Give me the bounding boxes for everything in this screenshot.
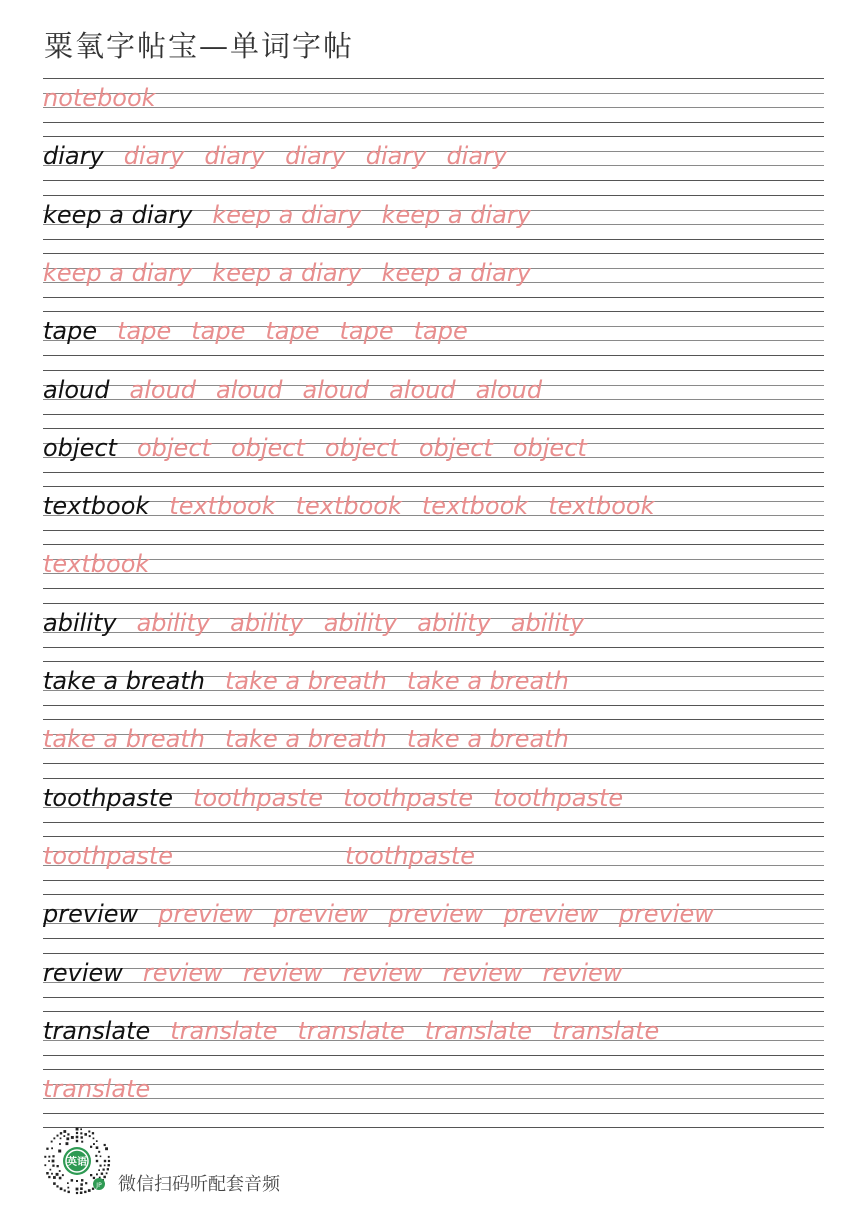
qr-dot — [53, 1182, 56, 1185]
trace-word: ability — [230, 608, 304, 637]
copybook-row — [43, 953, 824, 1011]
qr-dot — [59, 1143, 61, 1145]
trace-word: translate — [552, 1016, 660, 1045]
qr-dot — [107, 1168, 109, 1170]
top-rule-line — [43, 894, 824, 895]
copybook-row — [43, 486, 824, 544]
trace-word: tape — [339, 317, 394, 346]
trace-word: review — [242, 958, 323, 987]
copybook-row — [43, 1069, 824, 1127]
guide-rule-line — [43, 1084, 824, 1085]
trace-word: notebook — [43, 84, 156, 112]
guide-rule-line — [43, 1098, 824, 1099]
top-rule-line — [43, 953, 824, 954]
top-rule-line — [43, 78, 824, 79]
top-rule-line — [43, 486, 824, 487]
qr-dot — [104, 1144, 106, 1146]
trace-word: object — [324, 433, 399, 462]
copybook-row — [43, 894, 824, 952]
trace-word: preview — [273, 900, 369, 929]
baseline-rule-line — [43, 355, 824, 356]
model-word: translate — [43, 1016, 151, 1045]
qr-dot — [48, 1176, 50, 1178]
trace-word: translate — [43, 1075, 151, 1104]
qr-dot — [101, 1173, 103, 1175]
qr-dot — [92, 1188, 94, 1190]
baseline-rule-line — [43, 705, 824, 706]
qr-dot — [76, 1128, 79, 1131]
baseline-rule-line — [43, 997, 824, 998]
trace-word: translate — [297, 1016, 405, 1045]
trace-word: diary — [123, 142, 185, 171]
trace-word: tape — [413, 317, 468, 346]
guide-rule-line — [43, 573, 824, 574]
qr-dot — [80, 1132, 82, 1134]
qr-dot — [62, 1174, 64, 1176]
footer — [42, 1126, 442, 1206]
qr-dot — [53, 1176, 56, 1179]
baseline-rule-line — [43, 763, 824, 764]
trace-word: textbook — [295, 492, 402, 521]
trace-word: review — [442, 958, 523, 987]
qr-dot — [80, 1128, 82, 1130]
trace-word: diary — [285, 142, 346, 171]
qr-dot — [88, 1189, 91, 1192]
qr-dot — [44, 1164, 46, 1166]
trace-word: preview — [503, 900, 599, 929]
qr-dot — [76, 1140, 78, 1142]
trace-word: preview — [158, 900, 254, 929]
qr-dot — [106, 1172, 108, 1174]
qr-dot — [64, 1190, 66, 1192]
copybook-row — [43, 253, 824, 311]
trace-word: object — [230, 433, 305, 462]
model-word: ability — [43, 608, 117, 637]
qr-dot — [90, 1146, 92, 1148]
baseline-rule-line — [43, 1055, 824, 1056]
qr-dot — [68, 1191, 70, 1193]
top-rule-line — [43, 836, 824, 837]
qr-dot — [52, 1160, 55, 1163]
trace-word: ability — [136, 608, 211, 637]
trace-word: object — [136, 433, 211, 462]
qr-dot — [51, 1141, 53, 1143]
trace-word: aloud — [475, 375, 543, 404]
baseline-rule-line — [43, 472, 824, 473]
trace-word: aloud — [216, 375, 283, 404]
trace-word: tape — [117, 317, 172, 346]
trace-word: keep a diary — [43, 258, 193, 287]
qr-dot — [93, 1143, 95, 1145]
qr-dot — [85, 1182, 87, 1184]
copybook-row — [43, 428, 824, 486]
qr-dot — [96, 1160, 98, 1162]
qr-dot — [76, 1132, 78, 1134]
qr-dot — [105, 1147, 108, 1150]
baseline-rule-line — [43, 822, 824, 823]
qr-dot — [67, 1133, 69, 1135]
model-word: object — [43, 433, 117, 462]
qr-dot — [67, 1187, 69, 1189]
trace-word: diary — [204, 142, 266, 171]
qr-dot — [88, 1131, 90, 1133]
qr-dot — [103, 1176, 106, 1179]
trace-word: textbook — [548, 492, 655, 521]
trace-word: aloud — [302, 375, 370, 404]
top-rule-line — [43, 661, 824, 662]
qr-dot — [76, 1180, 78, 1182]
trace-word: aloud — [129, 375, 197, 404]
trace-word: review — [342, 958, 423, 987]
qr-dot — [60, 1187, 63, 1190]
trace-word: object — [418, 433, 493, 462]
qr-dot — [108, 1160, 110, 1162]
qr-dot — [57, 1165, 59, 1167]
qr-dot — [104, 1160, 106, 1162]
model-word: aloud — [43, 375, 110, 404]
qr-dot — [63, 1135, 65, 1137]
top-rule-line — [43, 1069, 824, 1070]
top-rule-line — [43, 136, 824, 137]
copybook-row — [43, 1011, 824, 1069]
qr-dot — [60, 1132, 62, 1134]
baseline-rule-line — [43, 122, 824, 123]
trace-word: preview — [388, 900, 484, 929]
top-rule-line — [43, 370, 824, 371]
baseline-rule-line — [43, 880, 824, 881]
qr-dot — [104, 1165, 106, 1167]
qr-dot — [81, 1136, 83, 1138]
top-rule-line — [43, 544, 824, 545]
trace-word: diary — [365, 142, 427, 171]
copybook-row — [43, 195, 824, 253]
top-rule-line — [43, 253, 824, 254]
trace-word: tape — [265, 317, 320, 346]
trace-word: preview — [618, 900, 714, 929]
trace-word: translate — [170, 1016, 278, 1045]
trace-word: diary — [446, 142, 508, 171]
copybook-row — [43, 78, 824, 136]
model-word: preview — [43, 900, 139, 929]
qr-dot — [93, 1177, 95, 1179]
model-word: review — [43, 958, 123, 987]
trace-word: toothpaste — [345, 841, 476, 870]
qr-dot — [76, 1192, 78, 1194]
qr-dot — [46, 1148, 48, 1150]
qr-dot — [52, 1155, 54, 1157]
top-rule-line — [43, 1011, 824, 1012]
trace-word: ability — [417, 608, 491, 637]
qr-dot — [76, 1136, 79, 1139]
qr-dot — [50, 1169, 52, 1171]
qr-dot — [48, 1160, 50, 1162]
qr-dot — [80, 1183, 83, 1186]
qr-dot — [51, 1147, 53, 1149]
qr-dot — [80, 1192, 83, 1195]
qr-dot — [76, 1188, 79, 1191]
qr-badge-label: 英语 — [67, 1157, 87, 1168]
trace-word: textbook — [169, 492, 276, 521]
qr-dot — [59, 1170, 61, 1172]
qr-dot — [81, 1141, 83, 1143]
qr-dot — [81, 1179, 83, 1181]
trace-word: keep a diary — [212, 200, 362, 229]
qr-dot — [108, 1156, 110, 1158]
qr-dot — [89, 1135, 91, 1137]
top-rule-line — [43, 719, 824, 720]
trace-word: keep a diary — [381, 258, 531, 287]
qr-dot — [103, 1169, 105, 1171]
trace-word: review — [542, 958, 623, 987]
qr-dot — [96, 1173, 98, 1175]
qr-dot — [71, 1136, 74, 1139]
guide-rule-line — [43, 559, 824, 560]
baseline-rule-line — [43, 1113, 824, 1114]
qr-dot — [93, 1138, 95, 1140]
top-rule-line — [43, 603, 824, 604]
copybook-row — [43, 603, 824, 661]
qr-dot — [96, 1140, 98, 1142]
qr-dot — [108, 1164, 110, 1166]
guide-rule-line — [43, 93, 824, 94]
qr-dot — [52, 1165, 54, 1167]
trace-word: review — [142, 958, 223, 987]
qr-dot — [57, 1135, 59, 1137]
trace-word: ability — [510, 608, 585, 637]
copybook-row — [43, 778, 824, 836]
copybook-row — [43, 661, 824, 719]
trace-word: textbook — [43, 550, 150, 579]
qr-dot — [95, 1155, 97, 1157]
trace-word: translate — [424, 1016, 532, 1045]
copybook-row — [43, 836, 824, 894]
qr-dot — [98, 1169, 100, 1171]
top-rule-line — [43, 778, 824, 779]
trace-word: toothpaste — [193, 783, 324, 812]
trace-word: keep a diary — [212, 258, 362, 287]
trace-word: toothpaste — [343, 783, 474, 812]
qr-dot — [53, 1137, 55, 1139]
baseline-rule-line — [43, 239, 824, 240]
qr-dot — [56, 1173, 59, 1176]
copybook-sheet — [43, 78, 824, 1115]
qr-dot — [71, 1179, 74, 1182]
trace-word: take a breath — [43, 725, 205, 754]
model-word: tape — [43, 317, 98, 346]
qr-dot — [66, 1142, 69, 1145]
copybook-row — [43, 311, 824, 369]
model-word: take a breath — [43, 667, 205, 695]
qr-dot — [80, 1187, 83, 1190]
trace-word: take a breath — [224, 667, 387, 695]
qr-dot — [44, 1156, 46, 1158]
qr-dot — [67, 1182, 69, 1184]
qr-dot — [100, 1165, 102, 1167]
baseline-rule-line — [43, 180, 824, 181]
qr-dot — [59, 1177, 62, 1180]
qr-small-badge-label: JP — [96, 1182, 102, 1189]
baseline-rule-line — [43, 414, 824, 415]
qr-dot — [56, 1185, 58, 1187]
qr-dot — [58, 1150, 61, 1153]
top-rule-line — [43, 195, 824, 196]
qr-dot — [46, 1172, 49, 1175]
qr-dot — [98, 1151, 100, 1153]
trace-word: ability — [323, 608, 398, 637]
model-word: toothpaste — [43, 783, 174, 812]
qr-dot — [90, 1174, 92, 1176]
baseline-rule-line — [43, 297, 824, 298]
qr-dot — [66, 1137, 69, 1140]
trace-word: toothpaste — [493, 783, 624, 812]
model-word: textbook — [43, 492, 150, 521]
top-rule-line — [43, 311, 824, 312]
trace-word: aloud — [389, 375, 456, 404]
trace-word: take a breath — [406, 725, 569, 754]
trace-word: object — [512, 433, 587, 462]
qr-dot — [84, 1133, 87, 1136]
page-title: 粟氧字帖宝—单词字帖 — [44, 29, 355, 63]
copybook-row — [43, 544, 824, 602]
qr-dot — [48, 1156, 50, 1158]
model-word: keep a diary — [43, 200, 193, 229]
trace-word: keep a diary — [381, 200, 531, 229]
trace-word: tape — [191, 317, 246, 346]
guide-rule-line — [43, 107, 824, 108]
trace-word: take a breath — [406, 667, 569, 695]
qr-dot — [96, 1146, 99, 1149]
top-rule-line — [43, 428, 824, 429]
copybook-row — [43, 136, 824, 194]
baseline-rule-line — [43, 588, 824, 589]
qr-dot — [63, 1130, 66, 1133]
trace-word: toothpaste — [43, 841, 174, 870]
qr-dot — [92, 1132, 94, 1134]
model-word: diary — [43, 142, 104, 171]
footer-caption: 微信扫码听配套音频 — [118, 1174, 280, 1195]
trace-word: textbook — [421, 492, 529, 521]
copybook-row — [43, 370, 824, 428]
qr-code-icon[interactable] — [42, 1126, 112, 1196]
copybook-row — [43, 719, 824, 777]
baseline-rule-line — [43, 938, 824, 939]
qr-dot — [60, 1138, 62, 1140]
qr-dot — [51, 1173, 53, 1175]
trace-word: take a breath — [224, 725, 387, 754]
baseline-rule-line — [43, 647, 824, 648]
qr-dot — [100, 1156, 102, 1158]
qr-dot — [84, 1191, 86, 1193]
baseline-rule-line — [43, 530, 824, 531]
